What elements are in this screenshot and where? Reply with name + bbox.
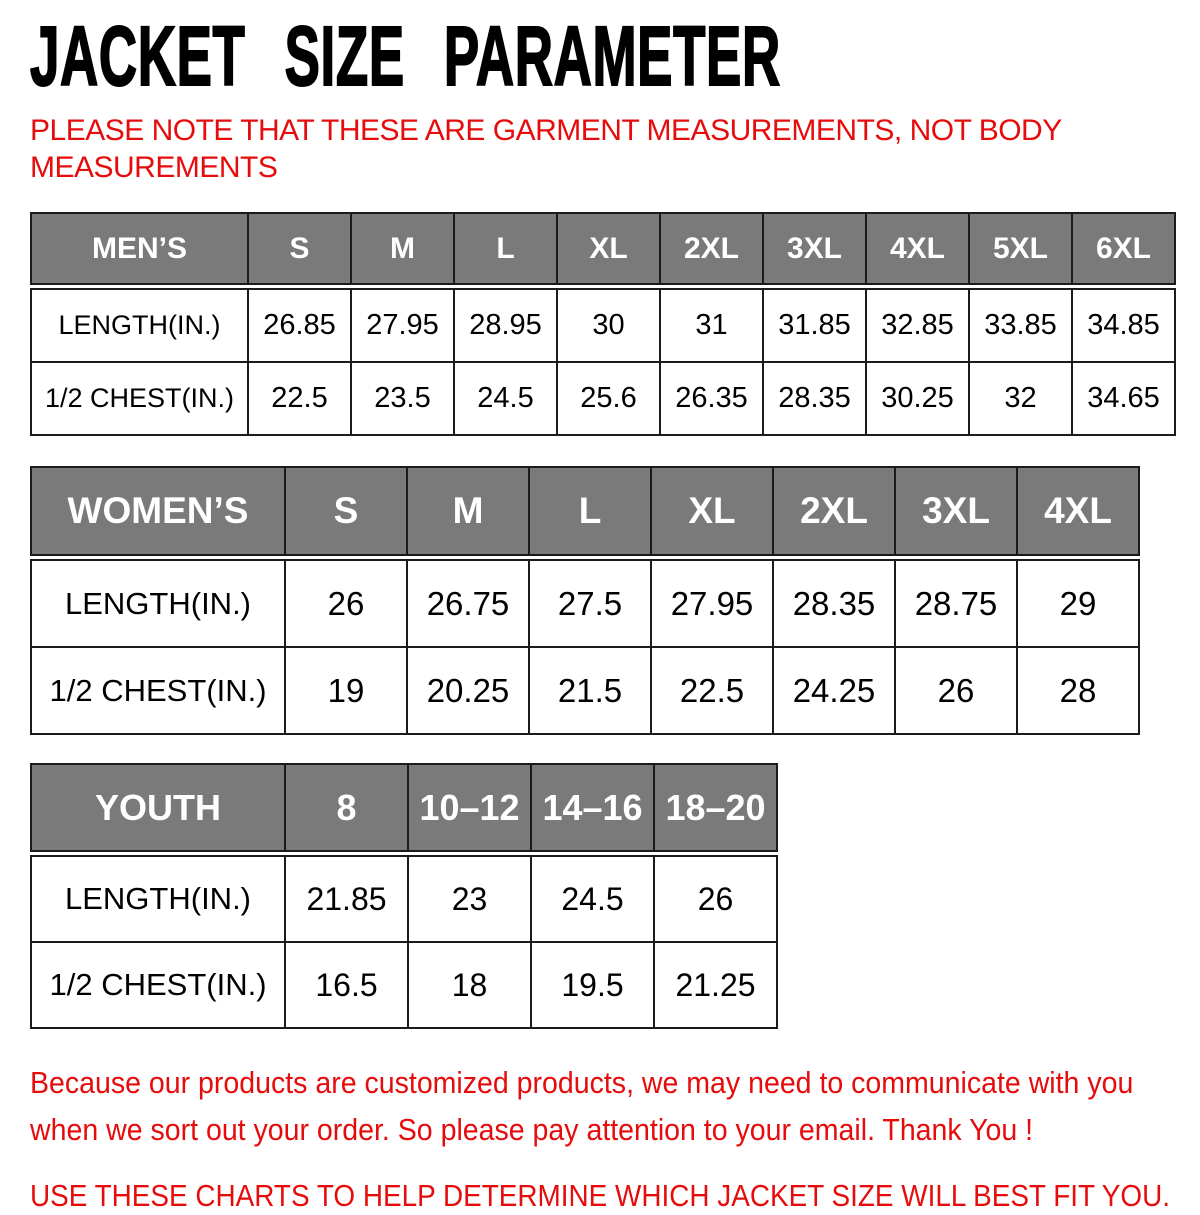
- mens-header-row: [31, 213, 1175, 287]
- womens-chest-label: 1/2 CHEST(IN.): [31, 647, 285, 734]
- mens-chest-5xl: 32: [969, 362, 1072, 435]
- youth-length-18-20: 26: [654, 854, 777, 943]
- customization-notice: [30, 1059, 1134, 1153]
- womens-chest-3xl: 26: [895, 647, 1017, 734]
- womens-header-row: [31, 467, 1139, 558]
- womens-size-table: [30, 466, 1140, 735]
- customization-notice-line-1: Because our products are customized products, we may need to communicate with you: [30, 1065, 1134, 1100]
- mens-length-4xl: 32.85: [866, 287, 969, 363]
- page-title: JACKET SIZE PARAMETER: [30, 9, 781, 103]
- mens-size-2xl: 2XL: [660, 213, 763, 287]
- youth-length-row: [31, 854, 777, 943]
- mens-length-xl: 30: [557, 287, 660, 363]
- womens-length-s: 26: [285, 558, 407, 648]
- fit-advice-note: USE THESE CHARTS TO HELP DETERMINE WHICH JACKET SIZE WILL BEST FIT YOU.: [30, 1178, 1171, 1213]
- mens-chest-4xl: 30.25: [866, 362, 969, 435]
- mens-chest-2xl: 26.35: [660, 362, 763, 435]
- mens-length-label: LENGTH(IN.): [31, 287, 248, 363]
- mens-size-m: M: [351, 213, 454, 287]
- mens-size-4xl: 4XL: [866, 213, 969, 287]
- youth-length-8: 21.85: [285, 854, 408, 943]
- womens-length-label: LENGTH(IN.): [31, 558, 285, 648]
- youth-chest-14-16: 19.5: [531, 942, 654, 1028]
- youth-chest-18-20: 21.25: [654, 942, 777, 1028]
- mens-size-l: L: [454, 213, 557, 287]
- womens-chest-4xl: 28: [1017, 647, 1139, 734]
- mens-size-3xl: 3XL: [763, 213, 866, 287]
- mens-chest-row: [31, 362, 1175, 435]
- youth-size-18-20: 18–20: [654, 764, 777, 854]
- youth-size-8: 8: [285, 764, 408, 854]
- womens-size-s: S: [285, 467, 407, 558]
- womens-chest-xl: 22.5: [651, 647, 773, 734]
- youth-size-10-12: 10–12: [408, 764, 531, 854]
- womens-size-2xl: 2XL: [773, 467, 895, 558]
- womens-chest-l: 21.5: [529, 647, 651, 734]
- mens-length-m: 27.95: [351, 287, 454, 363]
- youth-length-label: LENGTH(IN.): [31, 854, 285, 943]
- mens-table-title: MEN’S: [31, 213, 248, 287]
- youth-chest-8: 16.5: [285, 942, 408, 1028]
- mens-chest-3xl: 28.35: [763, 362, 866, 435]
- mens-length-row: [31, 287, 1175, 363]
- youth-table-title: YOUTH: [31, 764, 285, 854]
- mens-size-table: [30, 212, 1176, 436]
- womens-chest-2xl: 24.25: [773, 647, 895, 734]
- womens-length-row: [31, 558, 1139, 648]
- mens-length-6xl: 34.85: [1072, 287, 1175, 363]
- mens-chest-6xl: 34.65: [1072, 362, 1175, 435]
- mens-chest-xl: 25.6: [557, 362, 660, 435]
- womens-size-xl: XL: [651, 467, 773, 558]
- mens-length-s: 26.85: [248, 287, 351, 363]
- mens-chest-l: 24.5: [454, 362, 557, 435]
- womens-length-xl: 27.95: [651, 558, 773, 648]
- womens-length-2xl: 28.35: [773, 558, 895, 648]
- mens-length-3xl: 31.85: [763, 287, 866, 363]
- youth-header-row: [31, 764, 777, 854]
- mens-length-5xl: 33.85: [969, 287, 1072, 363]
- mens-length-l: 28.95: [454, 287, 557, 363]
- womens-chest-row: [31, 647, 1139, 734]
- womens-chest-m: 20.25: [407, 647, 529, 734]
- note-line-2: MEASUREMENTS: [30, 151, 278, 184]
- womens-size-3xl: 3XL: [895, 467, 1017, 558]
- youth-length-14-16: 24.5: [531, 854, 654, 943]
- youth-chest-label: 1/2 CHEST(IN.): [31, 942, 285, 1028]
- mens-size-6xl: 6XL: [1072, 213, 1175, 287]
- womens-size-m: M: [407, 467, 529, 558]
- youth-chest-row: [31, 942, 777, 1028]
- womens-length-4xl: 29: [1017, 558, 1139, 648]
- womens-chest-s: 19: [285, 647, 407, 734]
- mens-size-s: S: [248, 213, 351, 287]
- youth-size-14-16: 14–16: [531, 764, 654, 854]
- customization-notice-line-2: when we sort out your order. So please pay attention to your email. Thank You !: [30, 1112, 1034, 1147]
- womens-table-title: WOMEN’S: [31, 467, 285, 558]
- mens-size-5xl: 5XL: [969, 213, 1072, 287]
- mens-length-2xl: 31: [660, 287, 763, 363]
- womens-size-4xl: 4XL: [1017, 467, 1139, 558]
- womens-size-l: L: [529, 467, 651, 558]
- womens-length-3xl: 28.75: [895, 558, 1017, 648]
- womens-length-m: 26.75: [407, 558, 529, 648]
- youth-length-10-12: 23: [408, 854, 531, 943]
- youth-chest-10-12: 18: [408, 942, 531, 1028]
- mens-chest-s: 22.5: [248, 362, 351, 435]
- womens-length-l: 27.5: [529, 558, 651, 648]
- garment-measurements-note: [30, 112, 1200, 186]
- youth-size-table: [30, 763, 778, 1029]
- mens-chest-m: 23.5: [351, 362, 454, 435]
- note-line-1: PLEASE NOTE THAT THESE ARE GARMENT MEASUREMENTS, NOT BODY: [30, 114, 1062, 147]
- mens-size-xl: XL: [557, 213, 660, 287]
- mens-chest-label: 1/2 CHEST(IN.): [31, 362, 248, 435]
